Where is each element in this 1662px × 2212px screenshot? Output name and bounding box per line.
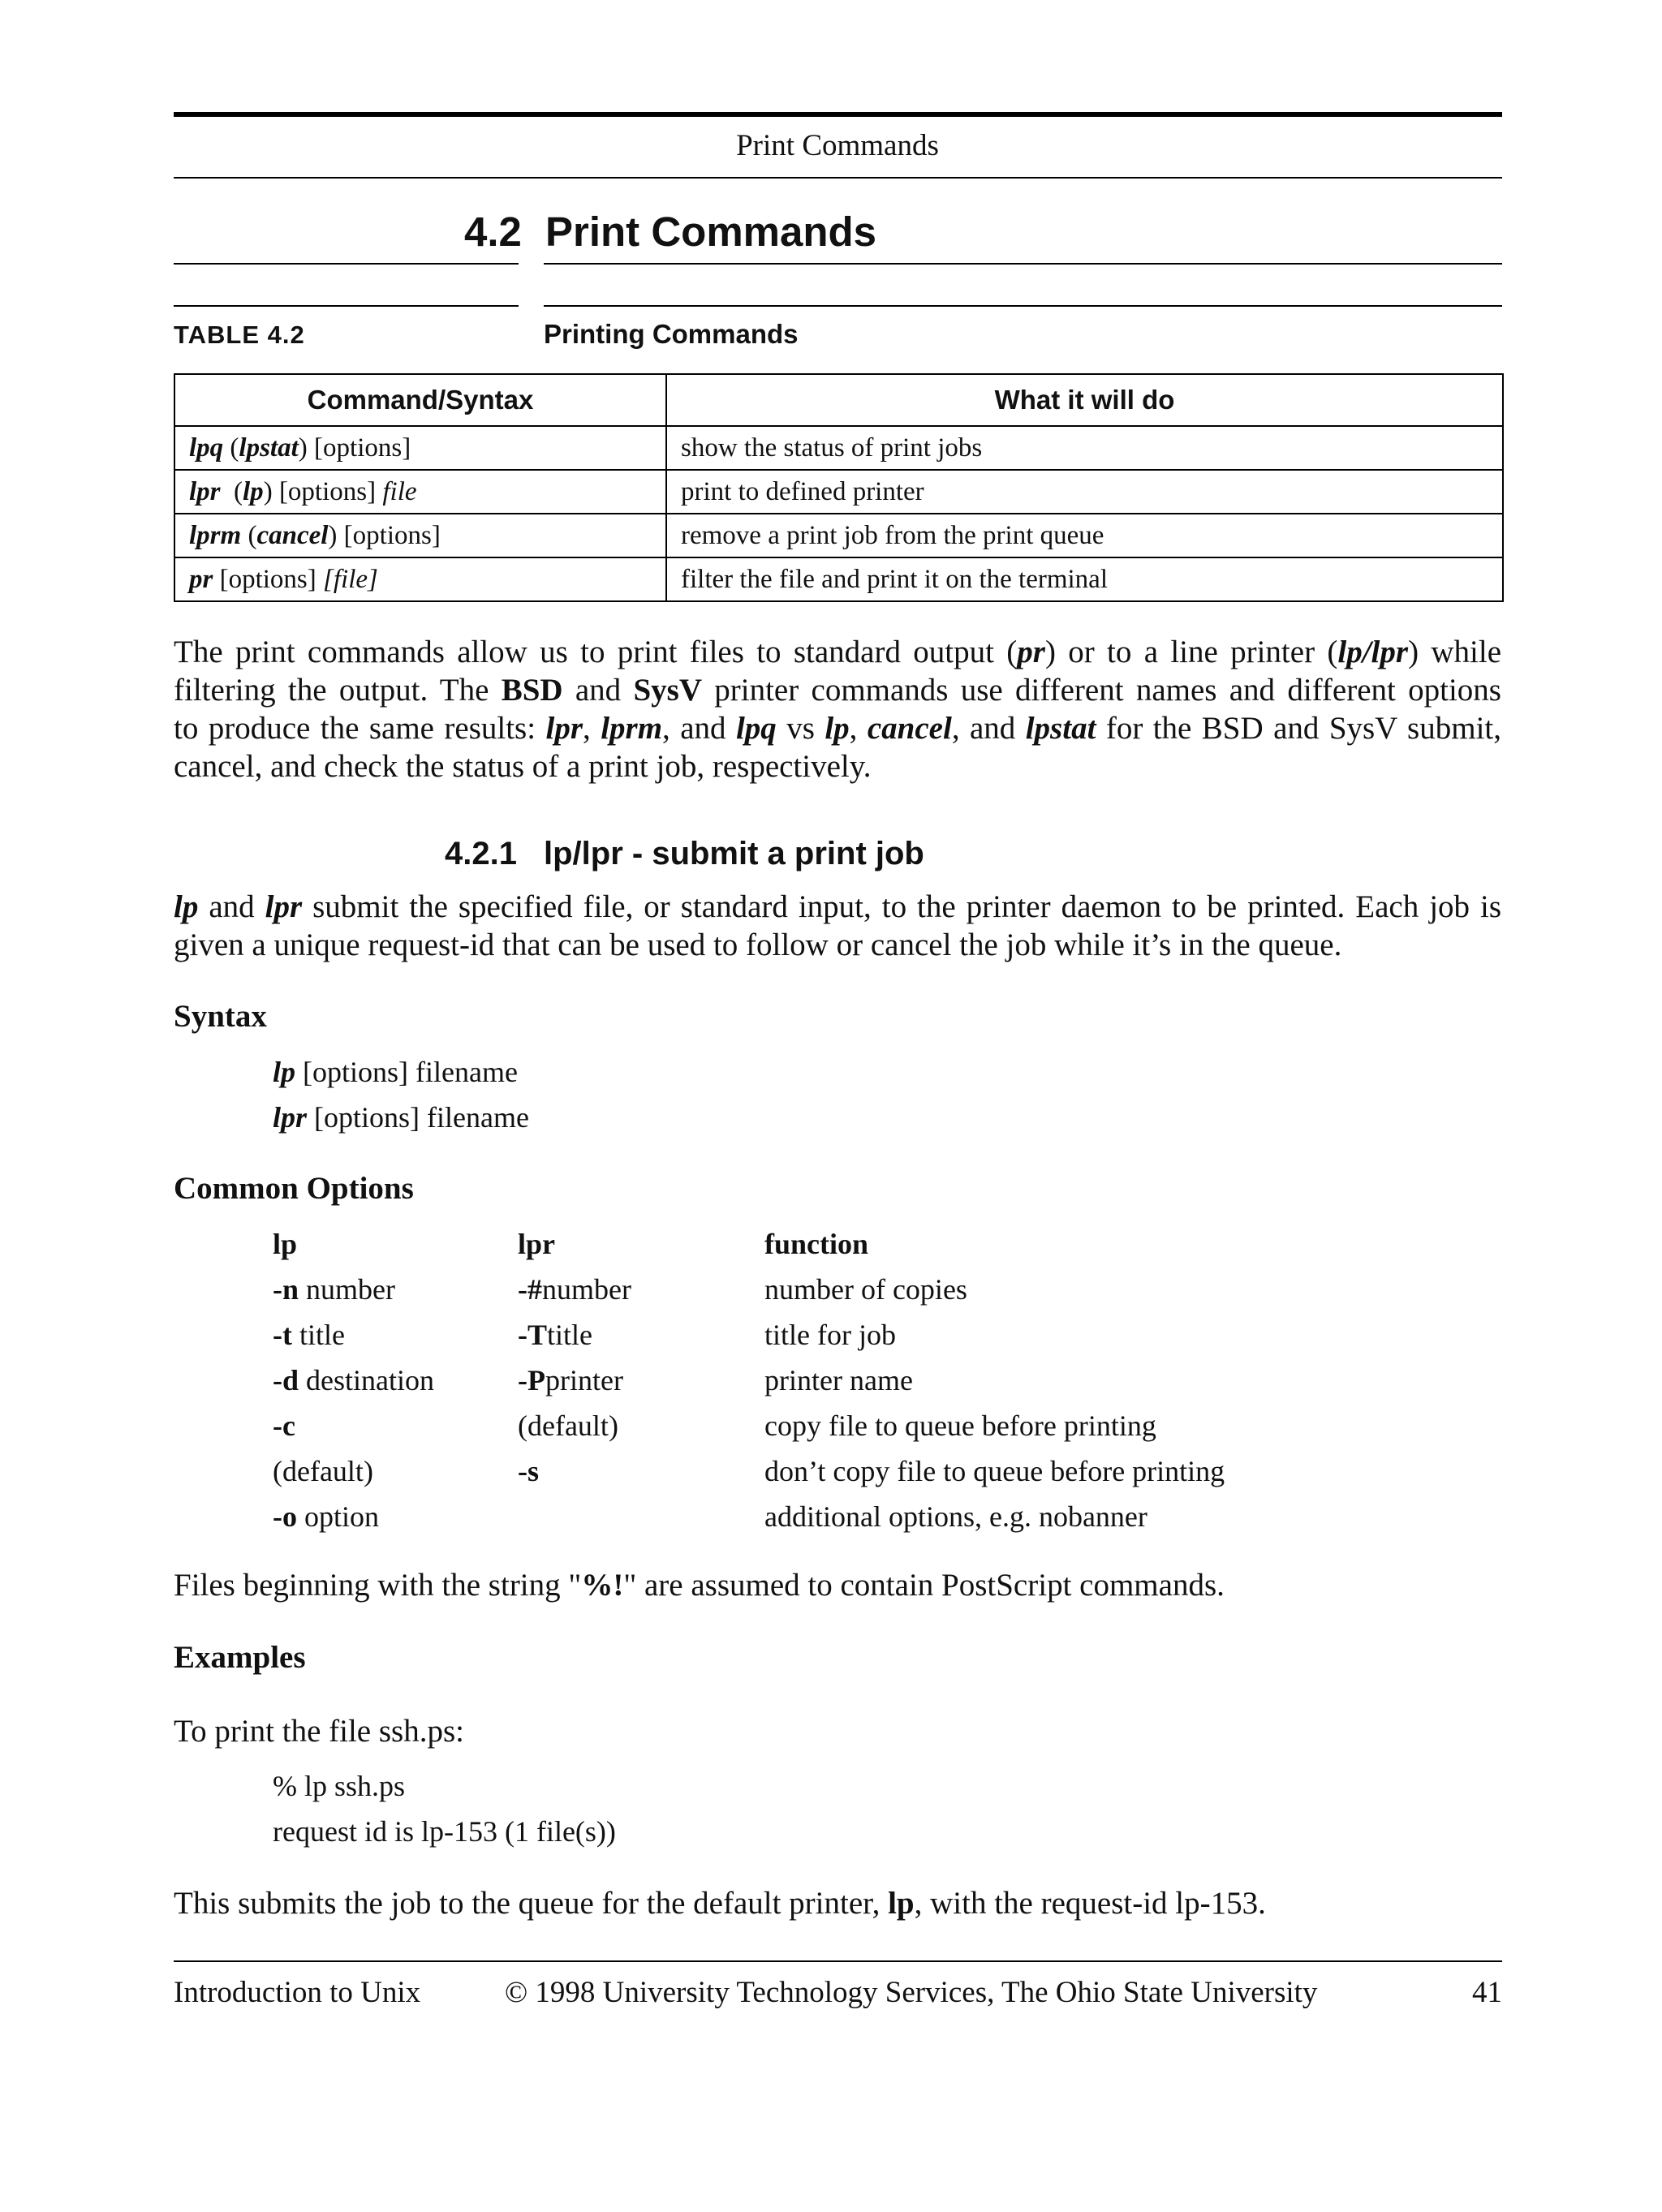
section-number: 4.2 — [464, 209, 522, 255]
table-row — [174, 426, 1503, 470]
option-function: title for job — [764, 1319, 896, 1351]
options-header-lp: lp — [273, 1228, 298, 1260]
examples-summary: This submits the job to the queue for the default printer, lp, with the request-id lp-153. — [174, 1886, 1266, 1921]
table-cell-description: print to defined printer — [666, 470, 1503, 514]
options-header-lpr: lpr — [518, 1228, 556, 1260]
postscript-note: Files beginning with the string "%!" are assumed to contain PostScript commands. — [174, 1568, 1225, 1603]
caption-rule-right — [544, 305, 1502, 307]
option-function: additional options, e.g. nobanner — [764, 1500, 1147, 1533]
section-title-text: Print Commands — [545, 209, 877, 255]
table-cell-description: filter the file and print it on the terminal — [666, 557, 1503, 601]
table-cell-command: lpr (lp) [options] file — [174, 470, 666, 514]
section-title — [464, 208, 876, 256]
option-lp: -d destination — [273, 1364, 434, 1396]
option-lp: (default) — [273, 1455, 373, 1487]
option-lpr: -#number — [518, 1273, 631, 1306]
subsection-title — [445, 836, 924, 872]
header-top-rule — [174, 112, 1502, 117]
option-function: don’t copy file to queue before printing — [764, 1455, 1225, 1487]
option-lp: -t title — [273, 1319, 345, 1351]
option-lp: -n number — [273, 1273, 395, 1306]
option-lp: -c — [273, 1409, 295, 1442]
table-label: TABLE 4.2 — [174, 321, 305, 349]
code-line: request id is lp-153 (1 file(s)) — [273, 1815, 616, 1848]
syntax-line: lpr [options] filename — [273, 1101, 529, 1134]
table-row — [174, 470, 1503, 514]
subsection-title-text: lp/lpr - submit a print job — [544, 836, 924, 871]
table-cell-command: pr [options] [file] — [174, 557, 666, 601]
table-cell-command: lpq (lpstat) [options] — [174, 426, 666, 470]
page-number: 41 — [1472, 1976, 1502, 2009]
table-cell-command: lprm (cancel) [options] — [174, 514, 666, 557]
running-header: Print Commands — [736, 129, 939, 162]
section-rule-left — [174, 263, 519, 265]
description-paragraph: lp and lpr submit the specified file, or standard input, to the printer daemon to be printed. Each job is given a unique request-id that can be used to follow or cancel the job while it’s in the queue. — [174, 889, 1502, 962]
options-header-function: function — [764, 1228, 869, 1260]
option-lpr: -Ttitle — [518, 1319, 592, 1351]
option-lpr: -s — [518, 1455, 539, 1487]
table-title: Printing Commands — [544, 319, 799, 349]
examples-intro: To print the file ssh.ps: — [174, 1714, 464, 1749]
table-cell-description: remove a print job from the print queue — [666, 514, 1503, 557]
option-lp: -o option — [273, 1500, 380, 1533]
table-header-row — [174, 374, 1503, 426]
section-rule-right — [544, 263, 1502, 265]
syntax-heading: Syntax — [174, 999, 267, 1034]
table-row — [174, 557, 1503, 601]
column-header: What it will do — [666, 374, 1503, 426]
option-function: copy file to queue before printing — [764, 1409, 1156, 1442]
header-bottom-rule — [174, 177, 1502, 179]
examples-heading: Examples — [174, 1640, 306, 1675]
footer-book-title: Introduction to Unix — [174, 1976, 421, 2009]
footer-copyright: © 1998 University Technology Services, The Ohio State University — [505, 1976, 1318, 2009]
option-function: printer name — [764, 1364, 913, 1396]
option-lpr: -Pprinter — [518, 1364, 623, 1396]
subsection-number: 4.2.1 — [445, 836, 517, 871]
option-function: number of copies — [764, 1273, 967, 1306]
table-cell-description: show the status of print jobs — [666, 426, 1503, 470]
table-row — [174, 514, 1503, 557]
commands-table — [174, 373, 1504, 602]
caption-rule-left — [174, 305, 519, 307]
code-line: % lp ssh.ps — [273, 1770, 406, 1802]
syntax-line: lp [options] filename — [273, 1056, 518, 1088]
intro-paragraph: The print commands allow us to print files to standard output (pr) or to a line printer (lp/lpr) while filtering the output. The BSD and SysV printer commands use different names and different options to produce the same results: lpr, lprm, and lpq vs lp, cancel, and lpstat for the BSD and SysV submit, cancel, and check the status of a print job, respectively. — [174, 635, 1502, 784]
footer-rule — [174, 1960, 1502, 1962]
column-header: Command/Syntax — [174, 374, 666, 426]
option-lpr: (default) — [518, 1409, 618, 1442]
common-options-heading: Common Options — [174, 1171, 414, 1206]
